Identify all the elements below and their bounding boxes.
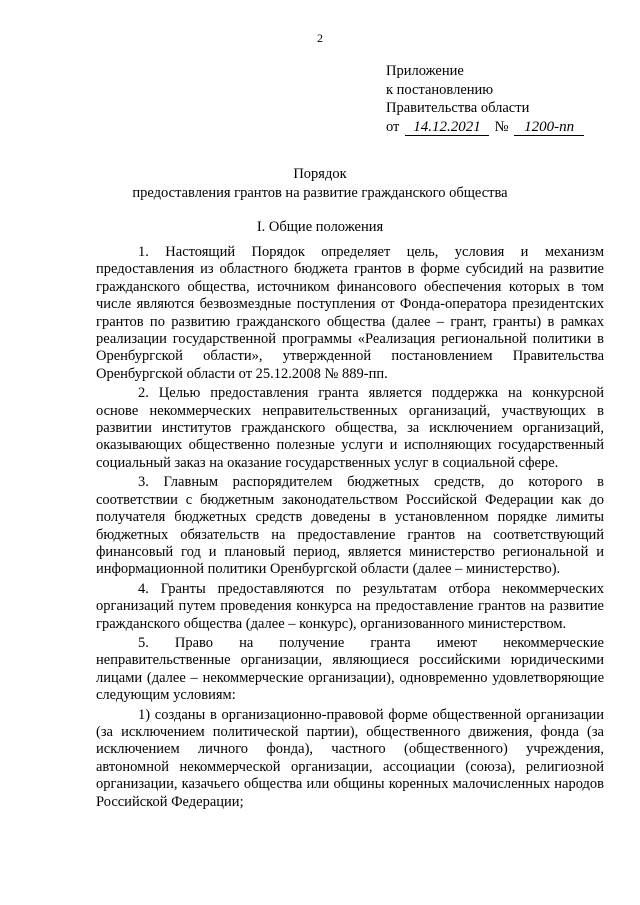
appendix-date-line xyxy=(386,118,584,137)
paragraph-2: 2. Целью предоставления гранта является поддержка на конкурсной основе некоммерческих неправительственных организаций, участвующих в развитии институтов гражданского общества, за исключением организаций, оказывающих общественно полезные услуги и исполняющих государственный социальный заказ на оказание государственных услуг в социальной сфере. xyxy=(96,385,604,471)
paragraph-5-item-1: 1) созданы в организационно-правовой форме общественной организации (за исключением политической партии), общественного движения, фонда (за исключением личного фонда), частного (общественного) учреждения, автономной некоммерческой организации, ассоциации (союза), религиозной организации, казачьего общества или общины коренных малочисленных народов Российской Федерации; xyxy=(96,706,604,810)
appendix-line-2: к постановлению xyxy=(386,81,494,98)
number-sign: № xyxy=(494,118,509,135)
title-line-1: Порядок xyxy=(293,166,347,182)
section-heading: I. Общие положения xyxy=(256,219,384,235)
document-title xyxy=(0,165,640,203)
document-body xyxy=(96,244,604,813)
paragraph-3: 3. Главным распорядителем бюджетных средств, до которого в соответствии с бюджетным законодательством Российской Федерации как до получателя бюджетных средств доведены в установленном порядке лимиты бюджетных обязательств на предоставление грантов на соответствующий финансовый год и плановый период, является министерство региональной и информационной политики Оренбургской области (далее – министерство). xyxy=(96,474,604,578)
paragraph-1: 1. Настоящий Порядок определяет цель, условия и механизм предоставления из областного бюджета грантов в форме субсидий на развитие гражданского общества, источником финансового обеспечения которых в том числе являются безвозмездные поступления от Фонда-оператора президентских грантов по развитию гражданского общества (далее – грант, гранты) в рамках реализации государственной программы «Реализация региональной политики в Оренбургской области», утвержденной постановлением Правительства Оренбургской области от 25.12.2008 № 889-пп. xyxy=(96,244,604,382)
appendix-line-3: Правительства области xyxy=(386,100,530,116)
date-prefix: от xyxy=(386,118,400,135)
page-number: 2 xyxy=(317,31,323,45)
paragraph-5: 5. Право на получение гранта имеют некоммерческие неправительственные организации, являющиеся российскими юридическими лицами (далее – некоммерческие организации), одновременно удовлетворяющие следующим условиям: xyxy=(96,634,604,704)
handwritten-date: 14.12.2021 xyxy=(405,119,489,136)
title-line-2: предоставления грантов на развитие гражданского общества xyxy=(132,185,508,201)
paragraph-4: 4. Гранты предоставляются по результатам отбора некоммерческих организаций путем проведения конкурса на предоставление грантов на развитие гражданского общества (далее – конкурс), организованного министерством. xyxy=(96,580,604,632)
appendix-block xyxy=(386,62,584,136)
handwritten-number: 1200-пп xyxy=(514,119,584,136)
appendix-line-1: Приложение xyxy=(386,63,464,79)
